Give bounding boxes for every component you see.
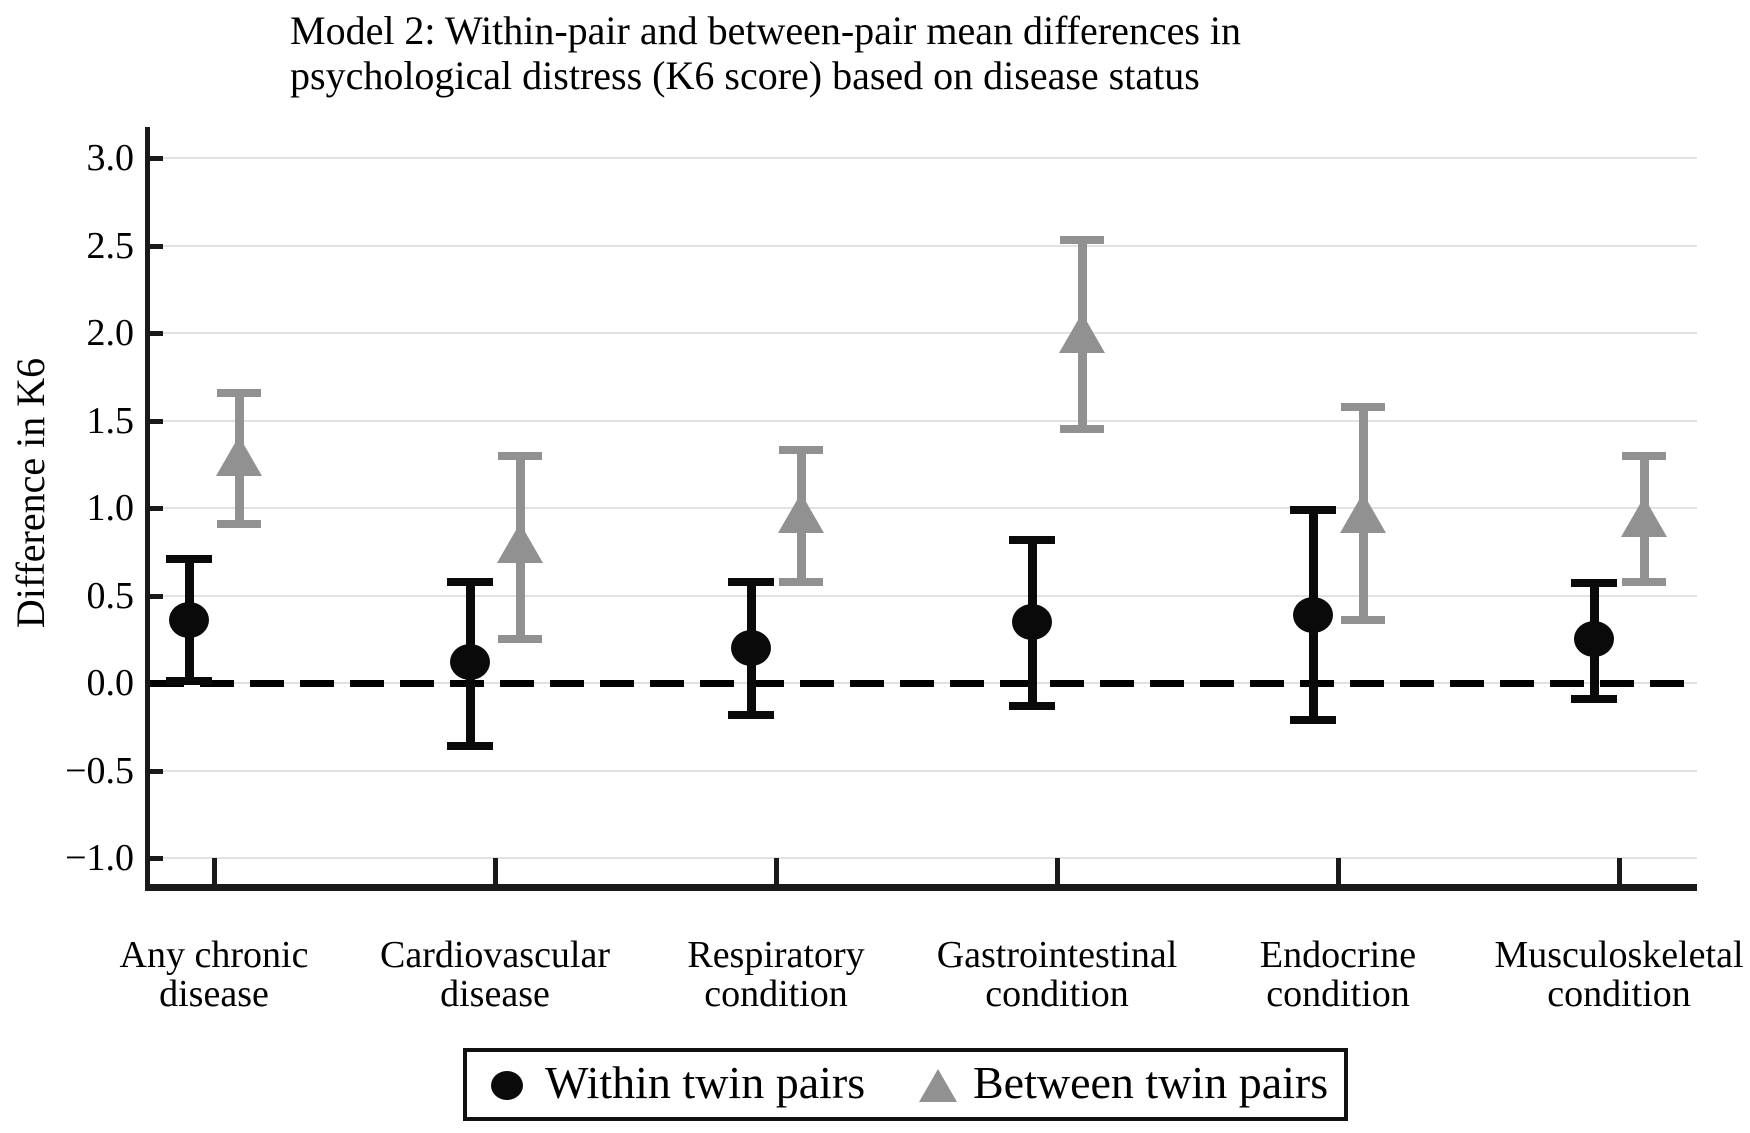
- circle-error-cap-lower: [1009, 702, 1055, 710]
- gridline-y-1: [150, 507, 1697, 509]
- x-axis-tick-4: [1336, 858, 1341, 884]
- within-pairs-point-marker: [1012, 604, 1052, 640]
- gridline-y-3: [150, 157, 1697, 159]
- x-axis-tick-5: [1617, 858, 1622, 884]
- gridline-y--1: [150, 857, 1697, 859]
- gridline-y--0.5: [150, 770, 1697, 772]
- triangle-error-cap-lower: [498, 635, 542, 643]
- y-tick-label: 2.5: [86, 224, 134, 267]
- category-label-4: [1178, 936, 1498, 1014]
- y-axis-title: Difference in K6: [8, 357, 53, 629]
- category-label-1: [335, 936, 655, 1014]
- y-axis-tick: [150, 244, 163, 249]
- within-pairs-point-marker: [731, 630, 771, 666]
- zero-reference-line: [150, 680, 1697, 687]
- y-axis-tick: [150, 419, 163, 424]
- legend-label-within: Within twin pairs: [545, 1057, 866, 1108]
- gridline-y-2.5: [150, 245, 1697, 247]
- circle-error-cap-upper: [1009, 536, 1055, 544]
- legend-triangle-marker: [919, 1069, 957, 1102]
- category-label-line: Gastrointestinal: [936, 934, 1178, 976]
- triangle-error-cap-upper: [217, 389, 261, 397]
- category-label-line: disease: [159, 973, 269, 1015]
- figure-title-line-2: psychological distress (K6 score) based on disease status: [290, 53, 1200, 98]
- within-pairs-point-marker: [450, 644, 490, 680]
- gridline-y-0.5: [150, 595, 1697, 597]
- y-tick-label: −1.0: [65, 837, 134, 879]
- category-label-line: Any chronic: [119, 934, 309, 976]
- y-tick-label: 1.5: [86, 399, 134, 442]
- y-tick-label: 3.0: [86, 137, 134, 179]
- category-label-line: Cardiovascular: [379, 934, 611, 976]
- gridline-y-2: [150, 332, 1697, 334]
- triangle-error-cap-upper: [1622, 452, 1666, 460]
- between-pairs-point-marker: [778, 493, 824, 533]
- circle-error-cap-upper: [1571, 579, 1617, 587]
- triangle-error-cap-upper: [1060, 236, 1104, 244]
- x-axis-tick-0: [212, 858, 217, 884]
- figure-title-line-1: Model 2: Within-pair and between-pair mean differences in: [290, 8, 1242, 53]
- between-pairs-point-marker: [216, 436, 262, 476]
- legend-circle-marker: [491, 1071, 523, 1100]
- between-pairs-point-marker: [1059, 313, 1105, 353]
- circle-error-cap-lower: [1290, 716, 1336, 724]
- within-pairs-point-marker: [1574, 621, 1614, 657]
- y-tick-label: 0.5: [86, 574, 134, 617]
- circle-error-cap-upper: [166, 555, 212, 563]
- triangle-error-cap-lower: [1622, 578, 1666, 586]
- legend-label-between: Between twin pairs: [973, 1057, 1329, 1108]
- x-axis-tick-2: [774, 858, 779, 884]
- y-tick-label: 1.0: [86, 487, 134, 529]
- category-label-line: condition: [1547, 973, 1691, 1015]
- legend: [463, 1048, 1348, 1121]
- between-pairs-point-marker: [1621, 497, 1667, 537]
- gridline-y-1.5: [150, 420, 1697, 422]
- between-pairs-point-marker: [497, 523, 543, 563]
- circle-error-cap-upper: [1290, 506, 1336, 514]
- y-tick-label: 0.0: [86, 662, 134, 704]
- category-label-2: [616, 936, 936, 1014]
- category-label-line: condition: [704, 973, 848, 1015]
- triangle-error-cap-upper: [1341, 403, 1385, 411]
- y-axis-tick: [150, 331, 163, 336]
- triangle-error-cap-upper: [779, 446, 823, 454]
- circle-error-cap-lower: [1571, 695, 1617, 703]
- triangle-error-cap-lower: [779, 578, 823, 586]
- triangle-error-cap-lower: [1341, 616, 1385, 624]
- category-label-line: condition: [1266, 973, 1410, 1015]
- y-tick-label: 2.0: [86, 312, 134, 354]
- x-axis-tick-1: [493, 858, 498, 884]
- triangle-error-cap-upper: [498, 452, 542, 460]
- y-axis-tick: [150, 506, 163, 511]
- y-axis-tick: [150, 594, 163, 599]
- category-label-line: disease: [440, 973, 550, 1015]
- category-label-line: Respiratory: [687, 934, 865, 976]
- between-pairs-point-marker: [1340, 493, 1386, 533]
- x-axis-tick-3: [1055, 858, 1060, 884]
- y-tick-label: −0.5: [65, 749, 134, 792]
- y-axis-tick: [150, 156, 163, 161]
- category-label-line: condition: [985, 973, 1129, 1015]
- within-pairs-point-marker: [169, 602, 209, 638]
- category-label-line: Endocrine: [1259, 934, 1417, 976]
- circle-error-cap-lower: [728, 711, 774, 719]
- circle-error-cap-lower: [166, 677, 212, 685]
- category-label-5: [1459, 936, 1750, 1014]
- circle-error-cap-upper: [728, 578, 774, 586]
- y-axis-tick: [150, 769, 163, 774]
- category-label-line: Musculoskeletal: [1494, 934, 1744, 976]
- triangle-error-cap-lower: [217, 520, 261, 528]
- triangle-error-cap-lower: [1060, 425, 1104, 433]
- within-pairs-point-marker: [1293, 597, 1333, 633]
- plot-area: [145, 127, 1697, 891]
- y-axis-tick: [150, 856, 163, 861]
- category-label-3: [897, 936, 1217, 1014]
- circle-error-cap-upper: [447, 578, 493, 586]
- circle-error-cap-lower: [447, 742, 493, 750]
- category-label-0: [54, 936, 374, 1014]
